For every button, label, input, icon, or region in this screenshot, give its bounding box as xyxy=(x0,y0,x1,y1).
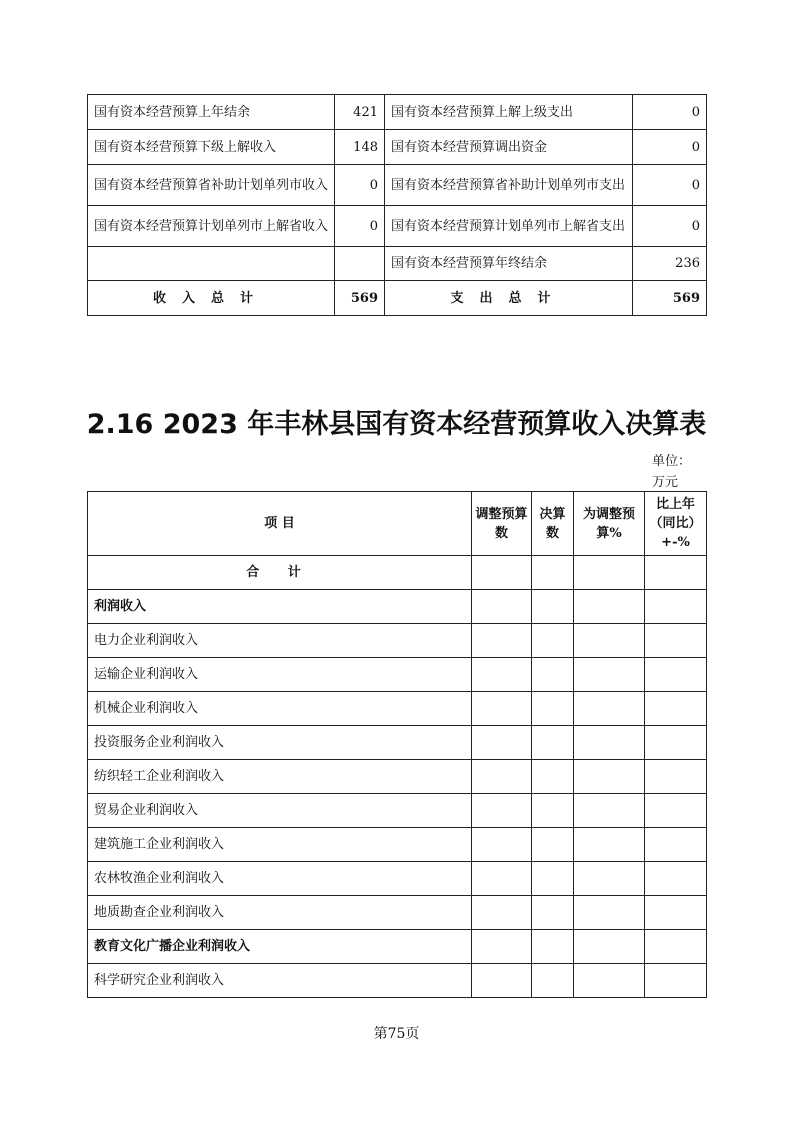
cell xyxy=(574,862,645,896)
right-value: 0 xyxy=(633,130,707,165)
table-row xyxy=(88,590,707,624)
table-row xyxy=(88,930,707,964)
cell xyxy=(472,896,532,930)
table-row xyxy=(88,896,707,930)
right-label: 国有资本经营预算省补助计划单列市支出 xyxy=(385,165,633,206)
table-row xyxy=(88,726,707,760)
cell xyxy=(532,964,574,998)
left-label: 国有资本经营预算计划单列市上解省收入 xyxy=(88,206,335,247)
cell xyxy=(645,692,707,726)
cell xyxy=(645,862,707,896)
row-label: 教育文化广播企业利润收入 xyxy=(88,930,472,964)
cell xyxy=(532,726,574,760)
cell xyxy=(472,726,532,760)
revenue-expenditure-summary-table xyxy=(87,94,707,316)
left-value: 148 xyxy=(335,130,385,165)
cell xyxy=(574,590,645,624)
cell xyxy=(645,794,707,828)
cell xyxy=(472,964,532,998)
cell xyxy=(645,556,707,590)
cell xyxy=(532,590,574,624)
total-label: 合 计 xyxy=(88,556,472,590)
table-row xyxy=(88,247,707,281)
row-label: 贸易企业利润收入 xyxy=(88,794,472,828)
expenditure-total-value: 569 xyxy=(633,281,707,316)
right-value: 0 xyxy=(633,206,707,247)
table-row xyxy=(88,658,707,692)
cell xyxy=(532,930,574,964)
income-total-value: 569 xyxy=(335,281,385,316)
cell xyxy=(645,828,707,862)
right-value: 0 xyxy=(633,165,707,206)
table-row xyxy=(88,624,707,658)
table-row xyxy=(88,95,707,130)
cell xyxy=(472,862,532,896)
cell xyxy=(532,556,574,590)
right-label: 国有资本经营预算计划单列市上解省支出 xyxy=(385,206,633,247)
cell xyxy=(532,828,574,862)
cell xyxy=(645,930,707,964)
row-label: 地质勘查企业利润收入 xyxy=(88,896,472,930)
header-adjusted-budget: 调整预算数 xyxy=(472,492,532,556)
cell xyxy=(532,760,574,794)
left-value: 0 xyxy=(335,206,385,247)
row-label: 运输企业利润收入 xyxy=(88,658,472,692)
right-value: 0 xyxy=(633,95,707,130)
cell xyxy=(574,896,645,930)
cell xyxy=(574,658,645,692)
income-total-label: 收入总计 xyxy=(88,281,335,316)
left-label: 国有资本经营预算下级上解收入 xyxy=(88,130,335,165)
left-label: 国有资本经营预算省补助计划单列市收入 xyxy=(88,165,335,206)
cell xyxy=(472,556,532,590)
cell xyxy=(472,692,532,726)
table-row xyxy=(88,794,707,828)
cell xyxy=(574,828,645,862)
cell xyxy=(574,624,645,658)
table-row xyxy=(88,165,707,206)
cell xyxy=(532,794,574,828)
cell xyxy=(472,760,532,794)
cell xyxy=(472,624,532,658)
cell xyxy=(532,658,574,692)
left-value xyxy=(335,247,385,281)
cell xyxy=(472,930,532,964)
cell xyxy=(645,590,707,624)
cell xyxy=(532,862,574,896)
table-row xyxy=(88,964,707,998)
cell xyxy=(574,556,645,590)
cell xyxy=(472,794,532,828)
cell xyxy=(645,726,707,760)
cell xyxy=(645,964,707,998)
total-row xyxy=(88,281,707,316)
table-row xyxy=(88,862,707,896)
header-row xyxy=(88,492,707,556)
right-value: 236 xyxy=(633,247,707,281)
cell xyxy=(574,964,645,998)
table-row xyxy=(88,828,707,862)
row-label: 科学研究企业利润收入 xyxy=(88,964,472,998)
row-label: 建筑施工企业利润收入 xyxy=(88,828,472,862)
table-row xyxy=(88,760,707,794)
row-label: 利润收入 xyxy=(88,590,472,624)
row-label: 纺织轻工企业利润收入 xyxy=(88,760,472,794)
expenditure-total-label: 支出总计 xyxy=(385,281,633,316)
total-row xyxy=(88,556,707,590)
row-label: 电力企业利润收入 xyxy=(88,624,472,658)
cell xyxy=(574,692,645,726)
unit-label: 单位：万元 xyxy=(652,454,692,490)
cell xyxy=(532,624,574,658)
cell xyxy=(645,624,707,658)
cell xyxy=(574,726,645,760)
page-number: 第75页 xyxy=(373,1026,420,1042)
cell xyxy=(472,658,532,692)
right-label: 国有资本经营预算调出资金 xyxy=(385,130,633,165)
left-label xyxy=(88,247,335,281)
header-pct-adjusted: 为调整预算% xyxy=(574,492,645,556)
row-label: 农林牧渔企业利润收入 xyxy=(88,862,472,896)
cell xyxy=(645,896,707,930)
cell xyxy=(574,930,645,964)
cell xyxy=(645,760,707,794)
left-value: 421 xyxy=(335,95,385,130)
cell xyxy=(574,760,645,794)
cell xyxy=(532,692,574,726)
header-yoy: 比上年（同比）+-% xyxy=(645,492,707,556)
cell xyxy=(532,896,574,930)
cell xyxy=(472,828,532,862)
row-label: 投资服务企业利润收入 xyxy=(88,726,472,760)
table-row xyxy=(88,692,707,726)
cell xyxy=(574,794,645,828)
left-value: 0 xyxy=(335,165,385,206)
cell xyxy=(645,658,707,692)
state-capital-revenue-table xyxy=(87,491,707,998)
page-title: 2.16 2023 年丰林县国有资本经营预算收入决算表 xyxy=(86,409,707,440)
left-label: 国有资本经营预算上年结余 xyxy=(88,95,335,130)
header-item: 项 目 xyxy=(88,492,472,556)
table-row xyxy=(88,130,707,165)
table-row xyxy=(88,206,707,247)
row-label: 机械企业利润收入 xyxy=(88,692,472,726)
header-final: 决算数 xyxy=(532,492,574,556)
right-label: 国有资本经营预算上解上级支出 xyxy=(385,95,633,130)
cell xyxy=(472,590,532,624)
right-label: 国有资本经营预算年终结余 xyxy=(385,247,633,281)
